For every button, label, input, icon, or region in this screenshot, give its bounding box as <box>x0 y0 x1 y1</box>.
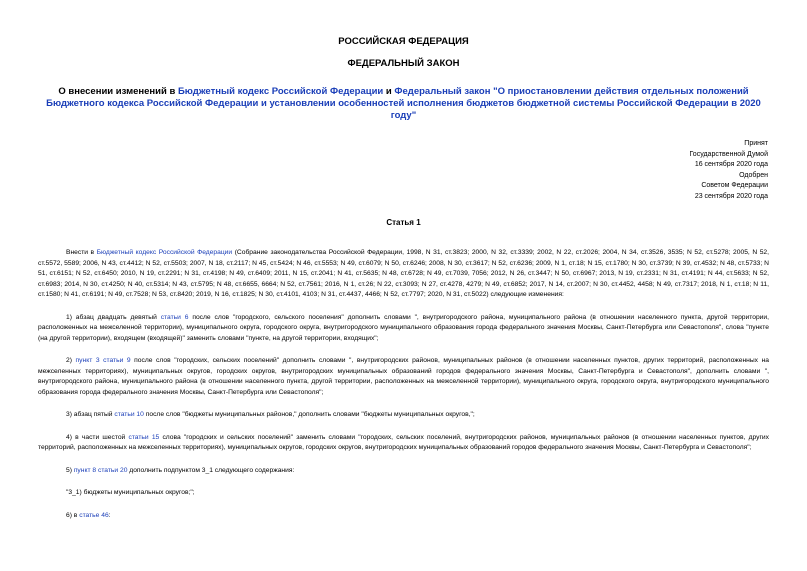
p1-text: после слов "городского, сельского поселения" дополнить словами ", внутригородского района, муниципального района (в отношении населенного пункта, другой территории, расположенных на межселенной территории), муниципального округа, городского округа, внутригородского муниципального образования города федерального значения Москвы, Санкт-Петербурга или Севастополя", слова "пункте (на другой территории), входящем (входящей)" заменить словами "пункте, на другой территории, входящих"; <box>38 313 769 342</box>
title-middle: и <box>383 86 395 97</box>
link-article-15[interactable]: статьи 15 <box>128 433 160 441</box>
p2-prefix: 2) <box>66 357 76 364</box>
paragraph-1 <box>38 313 769 345</box>
p6-prefix: 6) в <box>66 511 80 519</box>
link-budget-code[interactable]: Бюджетный кодекс Российской Федерации <box>96 249 233 256</box>
paragraph-5-quote: "3_1) бюджеты муниципальных округов;"; <box>66 489 195 496</box>
p5-text: дополнить подпунктом 3_1 следующего содержания: <box>127 466 295 474</box>
link-article-6[interactable]: статьи 6 <box>160 313 189 321</box>
paragraph-5 <box>38 466 769 477</box>
paragraph-intro <box>38 248 769 301</box>
title-link-federal-law[interactable]: Федеральный закон "О приостановлении действия отдельных положений Бюджетного кодекса Российской Федерации и установлении особенностей исполнения бюджетов бюджетной системы Российской Федерации в 2020 году" <box>46 86 761 121</box>
law-title <box>40 86 767 122</box>
title-prefix: О внесении изменений в <box>58 86 178 97</box>
adoption-line: Государственной Думой <box>689 150 768 158</box>
p3-text: после слов "бюджеты муниципальных районов," дополнить словами "бюджеты муниципальных округов,"; <box>143 411 475 418</box>
p4-text: слова "городских и сельских поселений" заменить словами "городских, сельских поселений, внутригородских районов, муниципальных районов (в отношении населенных пунктов, других территорий, расположенных на межселенных территориях), муниципальных округов, городских округов, внутригородских муниципальных образований городов федерального значения Москвы, Санкт-Петербурга и Севастополя"; <box>38 433 769 451</box>
paragraph-6 <box>38 511 769 522</box>
adoption-line: 23 сентября 2020 года <box>694 192 768 200</box>
paragraph-2 <box>38 356 769 398</box>
country-heading: РОССИЙСКАЯ ФЕДЕРАЦИЯ <box>338 36 469 47</box>
link-article-10[interactable]: статьи 10 <box>114 411 144 418</box>
adoption-block <box>568 139 768 202</box>
law-type-heading: ФЕДЕРАЛЬНЫЙ ЗАКОН <box>347 58 460 69</box>
p2-text: после слов "городских, сельских поселений" дополнить словами ", внутригородских районов, муниципальных районов (в отношении населенных пунктов, других территорий, расположенных на межселенных территориях), муниципальных округов, городских округов, внутригородских муниципальных образований городов федерального значения Москвы, Санкт-Петербурга и Севастополя", дополнить словами ", внутригородского района, муниципального района (в отношении населенного пункта, другой территории, расположенных на межселенной территории), муниципального округа, городского округа, внутригородского муниципального образования города федерального значения Москвы, Санкт-Петербурга или Севастополя"; <box>38 357 770 396</box>
intro-prefix: Внести в <box>66 249 97 256</box>
link-article-20[interactable]: пункт 8 статьи 20 <box>73 466 128 474</box>
link-article-9[interactable]: пункт 3 статьи 9 <box>75 357 131 364</box>
link-article-46[interactable]: статье 46 <box>79 511 109 519</box>
p4-prefix: 4) в части шестой <box>66 433 129 441</box>
p6-text: : <box>108 511 111 519</box>
p3-prefix: 3) абзац пятый <box>66 411 115 418</box>
p1-prefix: 1) абзац двадцать девятый <box>66 313 161 321</box>
intro-text: (Собрание законодательства Российской Федерации, 1998, N 31, ст.3823; 2000, N 32, ст.3339; 2002, N 22, ст.2026; 2004, N 34, ст.3526, 3535; N 52, ст.5278; 2005, N 52, ст.5572, 5589; 2006, N 43, ст.4412; N 52, ст.5503; 2007, N 18, ст.2117; N 45, ст.5424; N 46, ст.5553; N 49, ст.6079; N 50, ст.6246; 2008, N 30, ст.3617; N 52, ст.6236; 2009, N 1, ст.18; N 15, ст.1780; N 30, ст.3739; N 39, ст.4532; N 48, ст.5733; N 51, ст.6151; N 52, ст.6450; 2010, N 19, ст.2291; N 31, ст.4198; N 49, ст.6409; 2011, N 15, ст.2041; N 41, ст.5635; N 48, ст.6728; N 49, ст.7039, 7056; 2012, N 26, ст.3447; N 50, ст.6967; 2013, N 19, ст.2331; N 31, ст.4191; N 44, ст.5633; N 52, ст.6983; 2014, N 30, ст.4250; N 40, ст.5314; N 43, ст.5795; N 48, ст.6655, 6664; N 52, ст.7561; 2016, N 1, ст.26; N 22, ст.3093; N 27, ст.4278, 4279; N 49, ст.6852; 2017, N 14, ст.2007; N 30, ст.4452, 4458; N 49, ст.7317; 2018, N 1, ст.18; N 11, ст.1580; N 41, ст.6191; N 49, ст.7528; N 53, ст.8420; 2019, N 16, ст.1825; N 30, ст.4101, 4103; N 31, ст.4437, 4466; N 52, ст.7797; 2020, N 31, ст.5022) следующие изменения: <box>38 249 770 298</box>
adoption-line: Принят <box>744 140 768 147</box>
paragraph-4 <box>38 433 769 454</box>
adoption-line: Советом Федерации <box>701 182 768 189</box>
article-heading: Статья 1 <box>386 218 421 227</box>
article-body <box>38 248 769 533</box>
p5-prefix: 5) <box>66 466 74 474</box>
paragraph-3 <box>38 410 769 421</box>
adoption-line: Одобрен <box>739 171 768 179</box>
adoption-line: 16 сентября 2020 года <box>694 161 768 168</box>
title-link-budget-code[interactable]: Бюджетный кодекс Российской Федерации <box>177 86 384 97</box>
